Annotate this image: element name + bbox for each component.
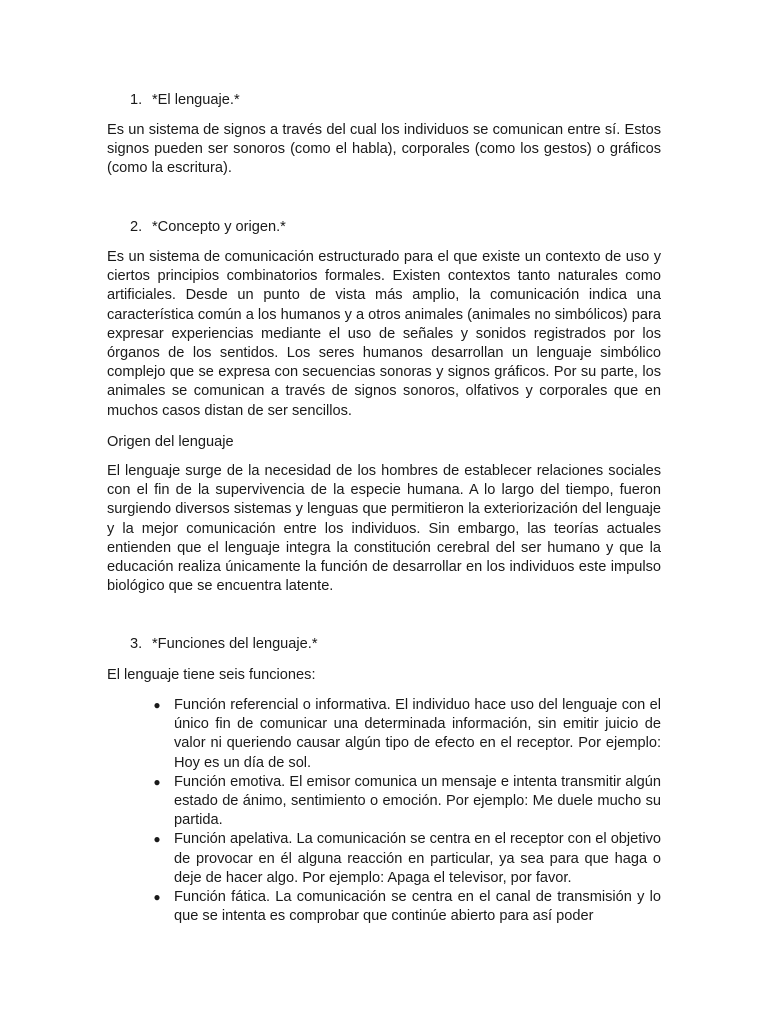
- section-number: 2.: [130, 219, 143, 235]
- section-heading-funciones-del-lenguaje: [130, 635, 318, 654]
- bullet-icon: ●: [153, 698, 161, 712]
- section-number: 3.: [130, 636, 143, 652]
- section-title: *Funciones del lenguaje.*: [152, 636, 318, 652]
- bullet-icon: ●: [153, 890, 161, 905]
- section-title: *Concepto y origen.*: [152, 219, 286, 235]
- paragraph: El lenguaje surge de la necesidad de los hombres de establecer relaciones sociales con el fin de la supervivencia de la especie humana. A lo largo del tiempo, fueron surgiendo diversos sistemas y lenguas que permitieron la exteriorización del lenguaje y la mejor comunicación entre los individuos. Sin embargo, las teorías actuales entienden que el lenguaje integra la constitución cerebral del ser humano y que la educación realiza únicamente la función de desarrollar en los individuos este impulso biológico que se encuentra latente.: [107, 463, 661, 595]
- intro-text: El lenguaje tiene seis funciones:: [107, 667, 316, 683]
- subheading-origen-del-lenguaje: Origen del lenguaje: [107, 434, 234, 450]
- section-heading-concepto-y-origen: [130, 218, 286, 237]
- list-item: [153, 830, 661, 888]
- section-number: 1.: [130, 92, 143, 108]
- list-item-text: Función fática. La comunicación se centra en el canal de transmisión y lo que se intenta es comprobar que continúe abierto para así poder: [174, 889, 661, 925]
- list-item-text: Función apelativa. La comunicación se centra en el receptor con el objetivo de provocar en él alguna reacción en particular, ya sea para que haga o deje de hacer algo. Por ejemplo: Apaga el televisor, por favor.: [174, 831, 661, 886]
- list-item: [153, 696, 661, 773]
- bullet-icon: ●: [153, 832, 161, 847]
- bullet-icon: ●: [153, 774, 161, 789]
- paragraph: Es un sistema de signos a través del cual los individuos se comunican entre sí. Estos signos pueden ser sonoros (como el habla), corporales (como los gestos) o gráficos (como la escritura).: [107, 122, 661, 177]
- list-item-text: Función emotiva. El emisor comunica un mensaje e intenta transmitir algún estado de ánimo, sentimiento o emoción. Por ejemplo: Me duele mucho su partida.: [174, 773, 661, 829]
- paragraph: Es un sistema de comunicación estructurado para el que existe un contexto de uso y ciertos principios combinatorios formales. Existen contextos tanto naturales como artificiales. Desde un punto de vista más amplio, la comunicación indica una característica común a los humanos y a otros animales (animales no simbólicos) para expresar experiencias mediante el uso de señales y sonidos registrados por los órganos de los sentidos. Los seres humanos desarrollan un lenguaje simbólico complejo que se expresa con secuencias sonoras y signos gráficos. Por su parte, los animales se comunican a través de signos sonoros, olfativos y corporales que en muchos casos distan de ser sencillos.: [107, 249, 661, 419]
- list-item: [153, 888, 661, 926]
- functions-list: [153, 696, 661, 926]
- section-title: *El lenguaje.*: [152, 92, 240, 108]
- section-heading-el-lenguaje: [130, 91, 240, 110]
- list-item: [153, 773, 661, 831]
- list-item-text: Función referencial o informativa. El individuo hace uso del lenguaje con el único fin de comunicar una determinada información, sin emitir juicio de valor ni queriendo causar algún tipo de efecto en el receptor. Por ejemplo: Hoy es un día de sol.: [174, 697, 661, 771]
